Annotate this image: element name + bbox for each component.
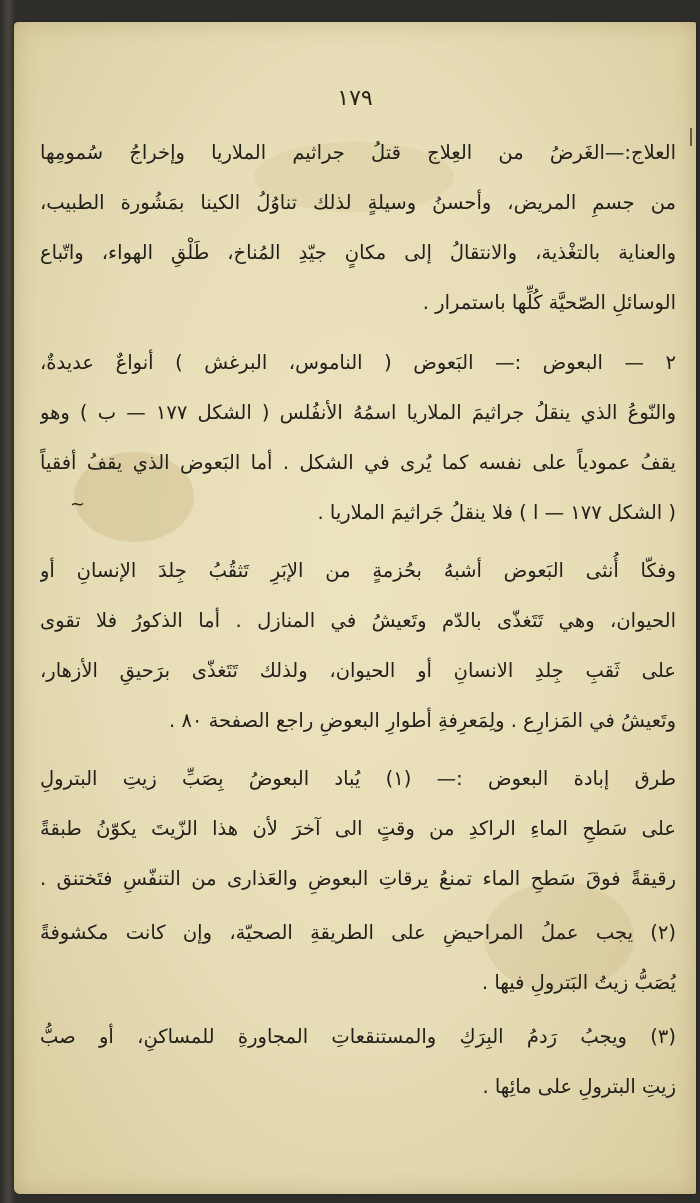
text-line: ( الشكل ١٧٧ — ا ) فلا ينقلُ جَراثيمَ الملاريا . bbox=[317, 501, 676, 524]
text-line: طرق إبادة البعوض :— (١) يُباد البعوضُ بِصَبِّ زيتِ البترولِ bbox=[40, 767, 676, 790]
text-line: وفكّا أُنثى البَعوض أشبهُ بحُزمةٍ من الإبَرِ تَثقُبُ جِلدَ الإنسانِ أو bbox=[40, 559, 676, 582]
text-line: زيتِ البترولِ على مائِها . bbox=[482, 1075, 676, 1098]
text-line: على ثَقبِ جِلدِ الانسانِ أو الحيوان، ولذلك تَتَغذّى برَحيقِ الأزهار، bbox=[40, 659, 676, 682]
text-line: يُصَبُّ زيتُ البَترولِ فيها . bbox=[481, 971, 676, 994]
text-line: من جسمِ المريض، وأحسنُ وسيلةٍ لذلك تناوُلُ الكينا بمَشُورة الطبيب، bbox=[40, 191, 676, 214]
text-line: يقفُ عمودياً على نفسه كما يُرى في الشكل . أما البَعوض الذي يقفُ أفقياً bbox=[40, 451, 676, 474]
text-line: ٢ — البعوض :— البَعوض ( الناموس، البرغش ) أنواعٌ عديدةٌ، bbox=[40, 351, 676, 374]
text-line: وتَعيشُ في المَزارِع . ولِمَعرِفةِ أطوارِ البعوضِ راجع الصفحة ٨٠ . bbox=[169, 709, 676, 732]
text-line: والنّوعُ الذي ينقلُ جراثيمَ الملاريا اسمُهُ الأنفُلس ( الشكل ١٧٧ — ب ) وهو bbox=[40, 401, 676, 424]
book-page bbox=[14, 22, 696, 1194]
text-line: الحيوان، وهي تَتَغذّى بالدّم وتَعيشُ في المنازل . أما الذكورُ فلا تقوى bbox=[40, 609, 676, 632]
text-line: العلاج:—الغَرضُ من العِلاج قتلُ جراثيم الملاريا وإخراجُ سُمومِها bbox=[40, 141, 676, 164]
text-line: (٢) يجب عملُ المراحيضِ على الطريقةِ الصحيّة، وإن كانت مكشوفةً bbox=[40, 921, 676, 944]
printer-ornament: ~ bbox=[70, 494, 86, 515]
text-line: رقيقةً فوقَ سَطحِ الماء تمنعُ يرقاتِ البعوضِ والعَذارى من التنفّسِ فتَختنق . bbox=[40, 867, 676, 890]
page-number: ١٧٩ bbox=[337, 86, 373, 111]
text-line: الوسائلِ الصّحيَّة كُلِّها باستمرار . bbox=[422, 291, 676, 314]
text-line: (٣) ويجبُ رَدمُ البِرَكِ والمستنقعاتِ المجاورةِ للمساكنِ، أو صبُّ bbox=[40, 1025, 676, 1048]
text-line: على سَطحِ الماءِ الراكدِ من وقتٍ الى آخرَ لأن هذا الزّيتَ يكوّنُ طبقةً bbox=[40, 817, 676, 840]
margin-mark bbox=[690, 128, 692, 146]
text-line: والعناية بالتغْذية، والانتقالُ إلى مكانٍ جيّدِ المُناخ، طَلْقِ الهواء، واتّباع bbox=[40, 241, 676, 264]
